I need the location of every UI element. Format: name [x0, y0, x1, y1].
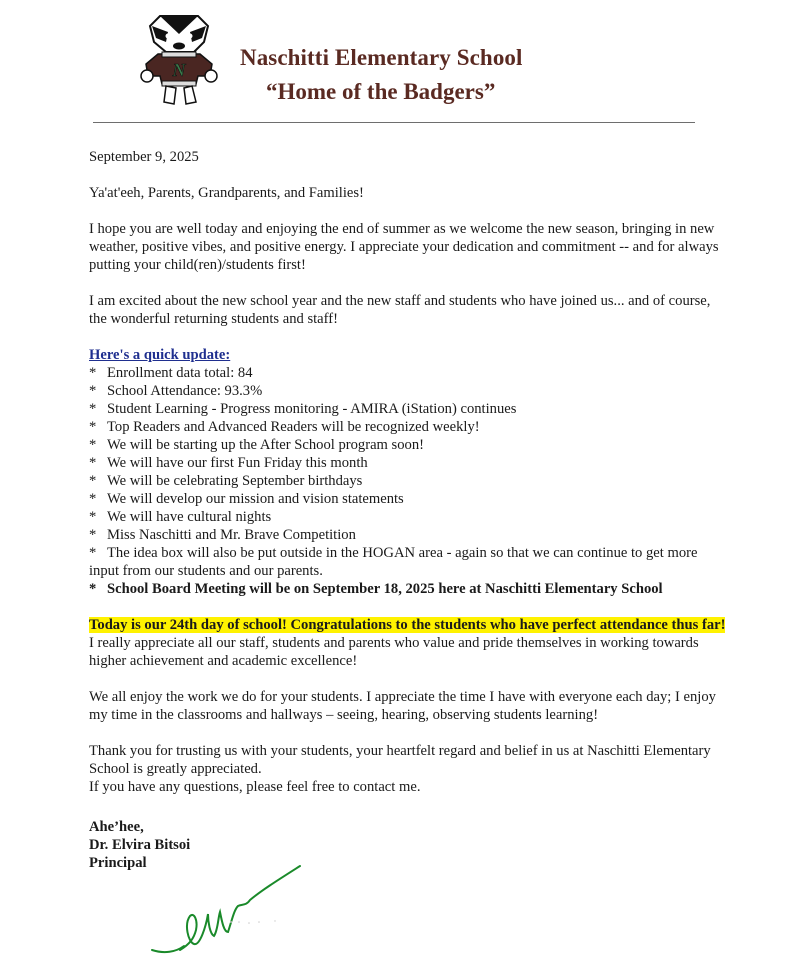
- school-name: Naschitti Elementary School: [240, 45, 523, 70]
- letter-body: [89, 148, 729, 872]
- scan-speckles: [225, 918, 305, 926]
- bullet-star: *: [89, 455, 97, 471]
- letter-date: September 9, 2025: [89, 149, 199, 165]
- bullet-star: *: [89, 491, 97, 507]
- school-tagline: “Home of the Badgers”: [266, 79, 496, 104]
- bullet-star: *: [89, 419, 97, 435]
- update-item: * We will be celebrating September birthdays: [89, 473, 363, 489]
- paragraph-new-year: I am excited about the new school year and the new staff and students who have joined us... and of course, the wonderful returning students and staff!: [89, 293, 711, 327]
- update-item: * School Attendance: 93.3%: [89, 383, 263, 399]
- update-item: * Miss Naschitti and Mr. Brave Competition: [89, 527, 356, 543]
- update-item: * We will develop our mission and vision statements: [89, 491, 404, 507]
- letterhead-divider: [93, 122, 695, 123]
- paragraph-thank-you: Thank you for trusting us with your students, your heartfelt regard and belief in us at Naschitti Elementary School is greatly appreciated.: [89, 743, 711, 777]
- closing: Ahe’hee,: [89, 819, 144, 835]
- update-item: * We will be starting up the After School program soon!: [89, 437, 424, 453]
- paragraph-appreciation: I really appreciate all our staff, students and parents who value and pride themselves in working towards higher achievement and academic excellence!: [89, 635, 699, 669]
- paragraph-enjoy-work: We all enjoy the work we do for your students. I appreciate the time I have with everyone each day; I enjoy my time in the classrooms and hallways – seeing, hearing, observing students learning!: [89, 689, 716, 723]
- bullet-star: *: [89, 383, 97, 399]
- signature-icon: [150, 860, 310, 960]
- update-item: * Top Readers and Advanced Readers will be recognized weekly!: [89, 419, 480, 435]
- bullet-star: *: [89, 581, 97, 597]
- bullet-star: *: [89, 401, 97, 417]
- letter-greeting: Ya'at'eeh, Parents, Grandparents, and Families!: [89, 185, 364, 201]
- update-item: * Enrollment data total: 84: [89, 365, 253, 381]
- bullet-star: *: [89, 473, 97, 489]
- svg-text:N: N: [172, 60, 186, 80]
- bullet-star: *: [89, 509, 97, 525]
- signer-name: Dr. Elvira Bitsoi: [89, 837, 191, 853]
- bullet-star: *: [89, 365, 97, 381]
- badger-mascot-icon: [138, 12, 220, 108]
- signer-title: Principal: [89, 855, 147, 871]
- badger-mascot-logo: [138, 12, 220, 108]
- paragraph-intro: I hope you are well today and enjoying the end of summer as we welcome the new season, bringing in new weather, positive vibes, and positive energy. I appreciate your dedication and commitment -- and for always putting your child(ren)/students first!: [89, 221, 719, 273]
- update-item: * We will have cultural nights: [89, 509, 272, 525]
- update-item: * We will have our first Fun Friday this month: [89, 455, 368, 471]
- update-item: * The idea box will also be put outside in the HOGAN area - again so that we can continue to get more input from our students and our parents.: [89, 545, 698, 579]
- bullet-star: *: [89, 437, 97, 453]
- update-list: [89, 364, 729, 598]
- bullet-star: *: [89, 527, 97, 543]
- quick-update-heading: Here's a quick update:: [89, 347, 231, 363]
- update-item-board-meeting: * School Board Meeting will be on September 18, 2025 here at Naschitti Elementary School: [89, 581, 663, 597]
- highlight-attendance: Today is our 24th day of school! Congratulations to the students who have perfect attendance thus far!: [89, 617, 726, 633]
- bullet-star: *: [89, 545, 97, 561]
- paragraph-contact: If you have any questions, please feel free to contact me.: [89, 779, 421, 795]
- update-item: * Student Learning - Progress monitoring - AMIRA (iStation) continues: [89, 401, 517, 417]
